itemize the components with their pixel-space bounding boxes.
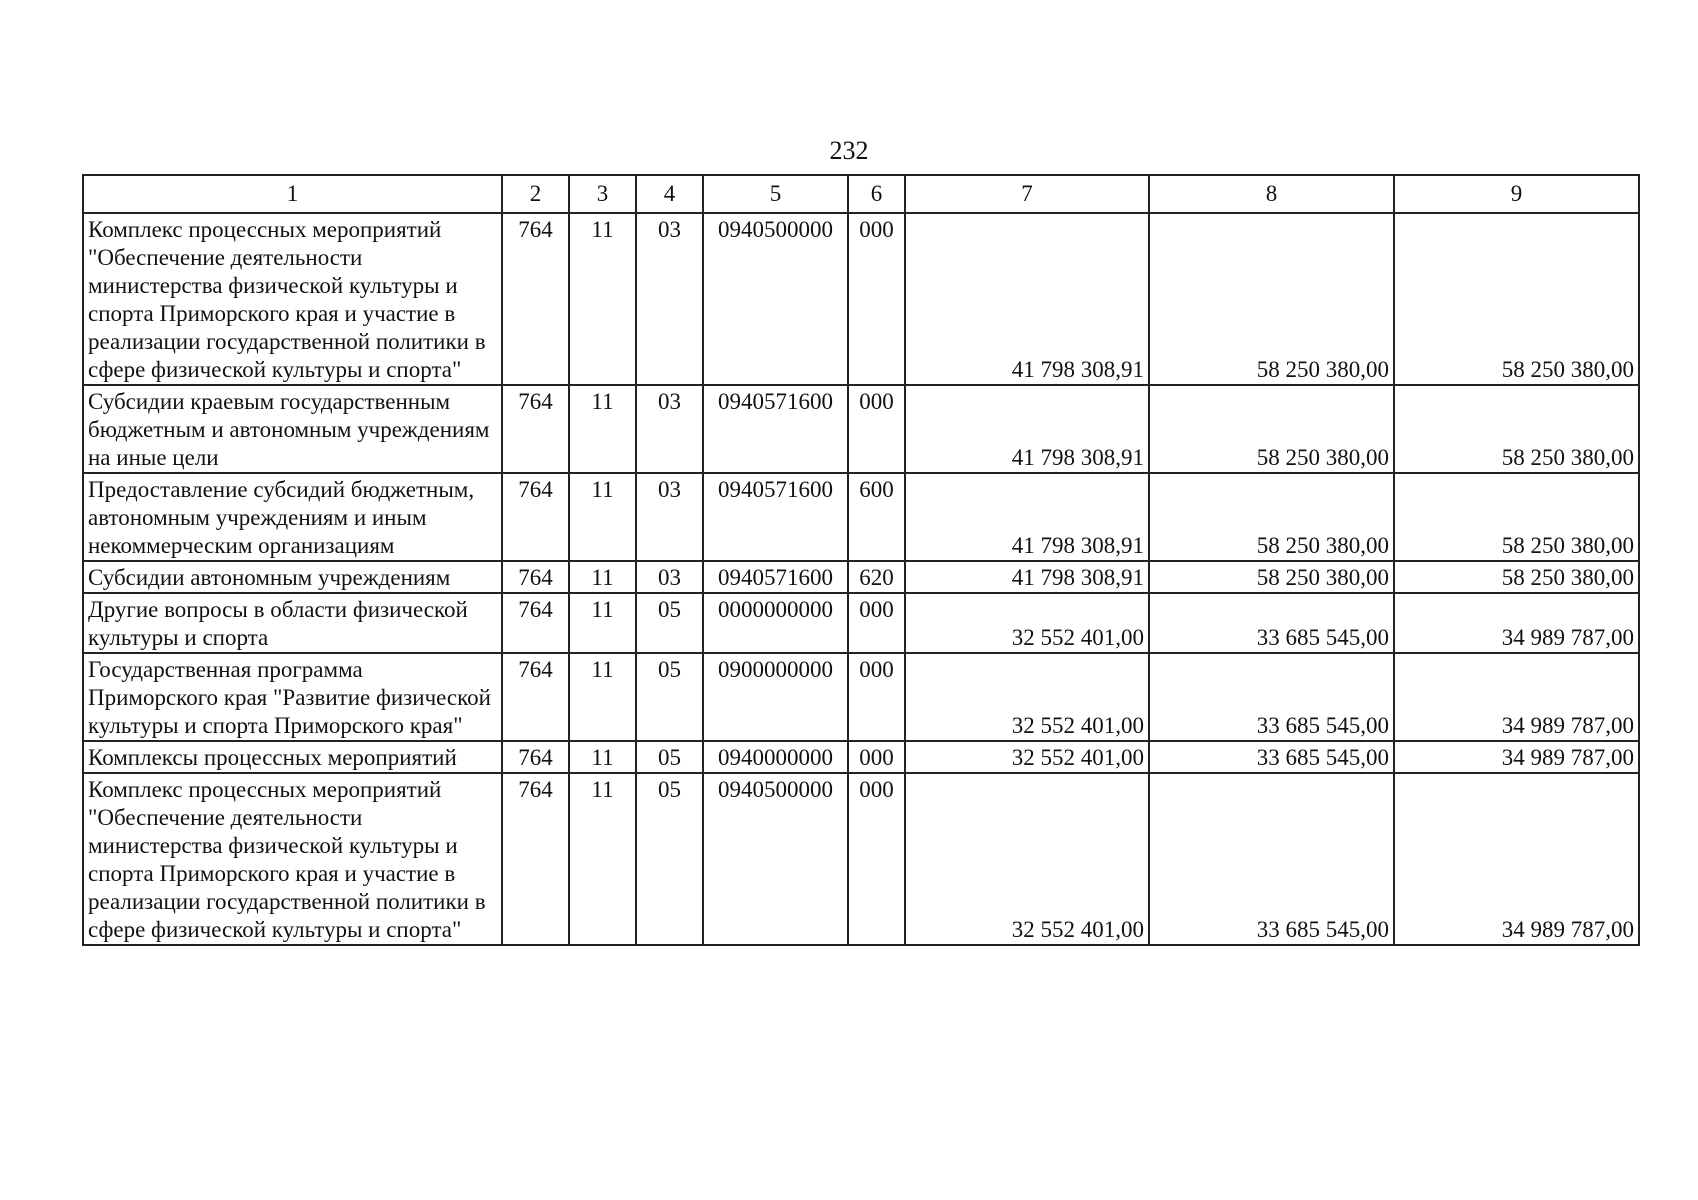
subsection-cell: 05 (636, 773, 703, 945)
amount-col8-cell: 33 685 545,00 (1149, 773, 1394, 945)
expense-type-cell: 600 (848, 473, 905, 561)
row-name-cell: Комплекс процессных мероприятий "Обеспечение деятельности министерства физической культуры и спорта Приморского края и участие в реализации государственной политики в сфере физической культуры и спорта" (83, 773, 502, 945)
amount-col7-cell: 41 798 308,91 (905, 473, 1149, 561)
amount-col7-cell: 32 552 401,00 (905, 741, 1149, 773)
amount-col8-cell: 58 250 380,00 (1149, 561, 1394, 593)
amount-col7-cell: 32 552 401,00 (905, 593, 1149, 653)
expense-type-cell: 000 (848, 593, 905, 653)
amount-col7-cell: 32 552 401,00 (905, 653, 1149, 741)
section-cell: 11 (569, 653, 636, 741)
subsection-cell: 05 (636, 741, 703, 773)
admin-code-cell: 764 (502, 773, 569, 945)
row-name-cell: Субсидии автономным учреждениям (83, 561, 502, 593)
row-name-cell: Комплекс процессных мероприятий "Обеспечение деятельности министерства физической культуры и спорта Приморского края и участие в реализации государственной политики в сфере физической культуры и спорта" (83, 213, 502, 385)
amount-col9-cell: 34 989 787,00 (1394, 773, 1639, 945)
subsection-cell: 03 (636, 213, 703, 385)
section-cell: 11 (569, 473, 636, 561)
section-cell: 11 (569, 561, 636, 593)
admin-code-cell: 764 (502, 473, 569, 561)
column-header-7: 7 (905, 175, 1149, 213)
column-header-5: 5 (703, 175, 848, 213)
amount-col7-cell: 41 798 308,91 (905, 385, 1149, 473)
section-cell: 11 (569, 593, 636, 653)
column-header-9: 9 (1394, 175, 1639, 213)
amount-col9-cell: 34 989 787,00 (1394, 741, 1639, 773)
target-article-cell: 0900000000 (703, 653, 848, 741)
subsection-cell: 03 (636, 561, 703, 593)
amount-col9-cell: 58 250 380,00 (1394, 561, 1639, 593)
column-header-8: 8 (1149, 175, 1394, 213)
admin-code-cell: 764 (502, 741, 569, 773)
target-article-cell: 0000000000 (703, 593, 848, 653)
amount-col8-cell: 58 250 380,00 (1149, 385, 1394, 473)
amount-col9-cell: 58 250 380,00 (1394, 385, 1639, 473)
expense-type-cell: 620 (848, 561, 905, 593)
table-row (83, 773, 1639, 945)
admin-code-cell: 764 (502, 593, 569, 653)
row-name-cell: Государственная программа Приморского края "Развитие физической культуры и спорта Приморского края" (83, 653, 502, 741)
expense-type-cell: 000 (848, 385, 905, 473)
amount-col7-cell: 41 798 308,91 (905, 561, 1149, 593)
target-article-cell: 0940571600 (703, 561, 848, 593)
column-header-1: 1 (83, 175, 502, 213)
admin-code-cell: 764 (502, 561, 569, 593)
admin-code-cell: 764 (502, 385, 569, 473)
subsection-cell: 05 (636, 593, 703, 653)
amount-col8-cell: 33 685 545,00 (1149, 741, 1394, 773)
budget-table (82, 174, 1640, 946)
table-row (83, 653, 1639, 741)
expense-type-cell: 000 (848, 213, 905, 385)
amount-col8-cell: 33 685 545,00 (1149, 653, 1394, 741)
target-article-cell: 0940500000 (703, 213, 848, 385)
section-cell: 11 (569, 773, 636, 945)
target-article-cell: 0940500000 (703, 773, 848, 945)
column-header-3: 3 (569, 175, 636, 213)
table-row (83, 213, 1639, 385)
target-article-cell: 0940571600 (703, 385, 848, 473)
admin-code-cell: 764 (502, 213, 569, 385)
page-number: 232 (829, 136, 869, 165)
amount-col9-cell: 34 989 787,00 (1394, 653, 1639, 741)
header-row (83, 175, 1639, 213)
amount-col9-cell: 34 989 787,00 (1394, 593, 1639, 653)
amount-col8-cell: 58 250 380,00 (1149, 213, 1394, 385)
amount-col7-cell: 32 552 401,00 (905, 773, 1149, 945)
subsection-cell: 03 (636, 473, 703, 561)
expense-type-cell: 000 (848, 741, 905, 773)
amount-col8-cell: 58 250 380,00 (1149, 473, 1394, 561)
table-row (83, 561, 1639, 593)
table-row (83, 741, 1639, 773)
column-header-4: 4 (636, 175, 703, 213)
column-header-2: 2 (502, 175, 569, 213)
row-name-cell: Другие вопросы в области физической культуры и спорта (83, 593, 502, 653)
target-article-cell: 0940000000 (703, 741, 848, 773)
row-name-cell: Субсидии краевым государственным бюджетным и автономным учреждениям на иные цели (83, 385, 502, 473)
row-name-cell: Комплексы процессных мероприятий (83, 741, 502, 773)
admin-code-cell: 764 (502, 653, 569, 741)
amount-col9-cell: 58 250 380,00 (1394, 473, 1639, 561)
section-cell: 11 (569, 385, 636, 473)
table-row (83, 593, 1639, 653)
row-name-cell: Предоставление субсидий бюджетным, автономным учреждениям и иным некоммерческим организациям (83, 473, 502, 561)
amount-col8-cell: 33 685 545,00 (1149, 593, 1394, 653)
section-cell: 11 (569, 741, 636, 773)
section-cell: 11 (569, 213, 636, 385)
subsection-cell: 05 (636, 653, 703, 741)
amount-col9-cell: 58 250 380,00 (1394, 213, 1639, 385)
column-header-6: 6 (848, 175, 905, 213)
table-row (83, 385, 1639, 473)
expense-type-cell: 000 (848, 653, 905, 741)
amount-col7-cell: 41 798 308,91 (905, 213, 1149, 385)
target-article-cell: 0940571600 (703, 473, 848, 561)
table-row (83, 473, 1639, 561)
expense-type-cell: 000 (848, 773, 905, 945)
subsection-cell: 03 (636, 385, 703, 473)
